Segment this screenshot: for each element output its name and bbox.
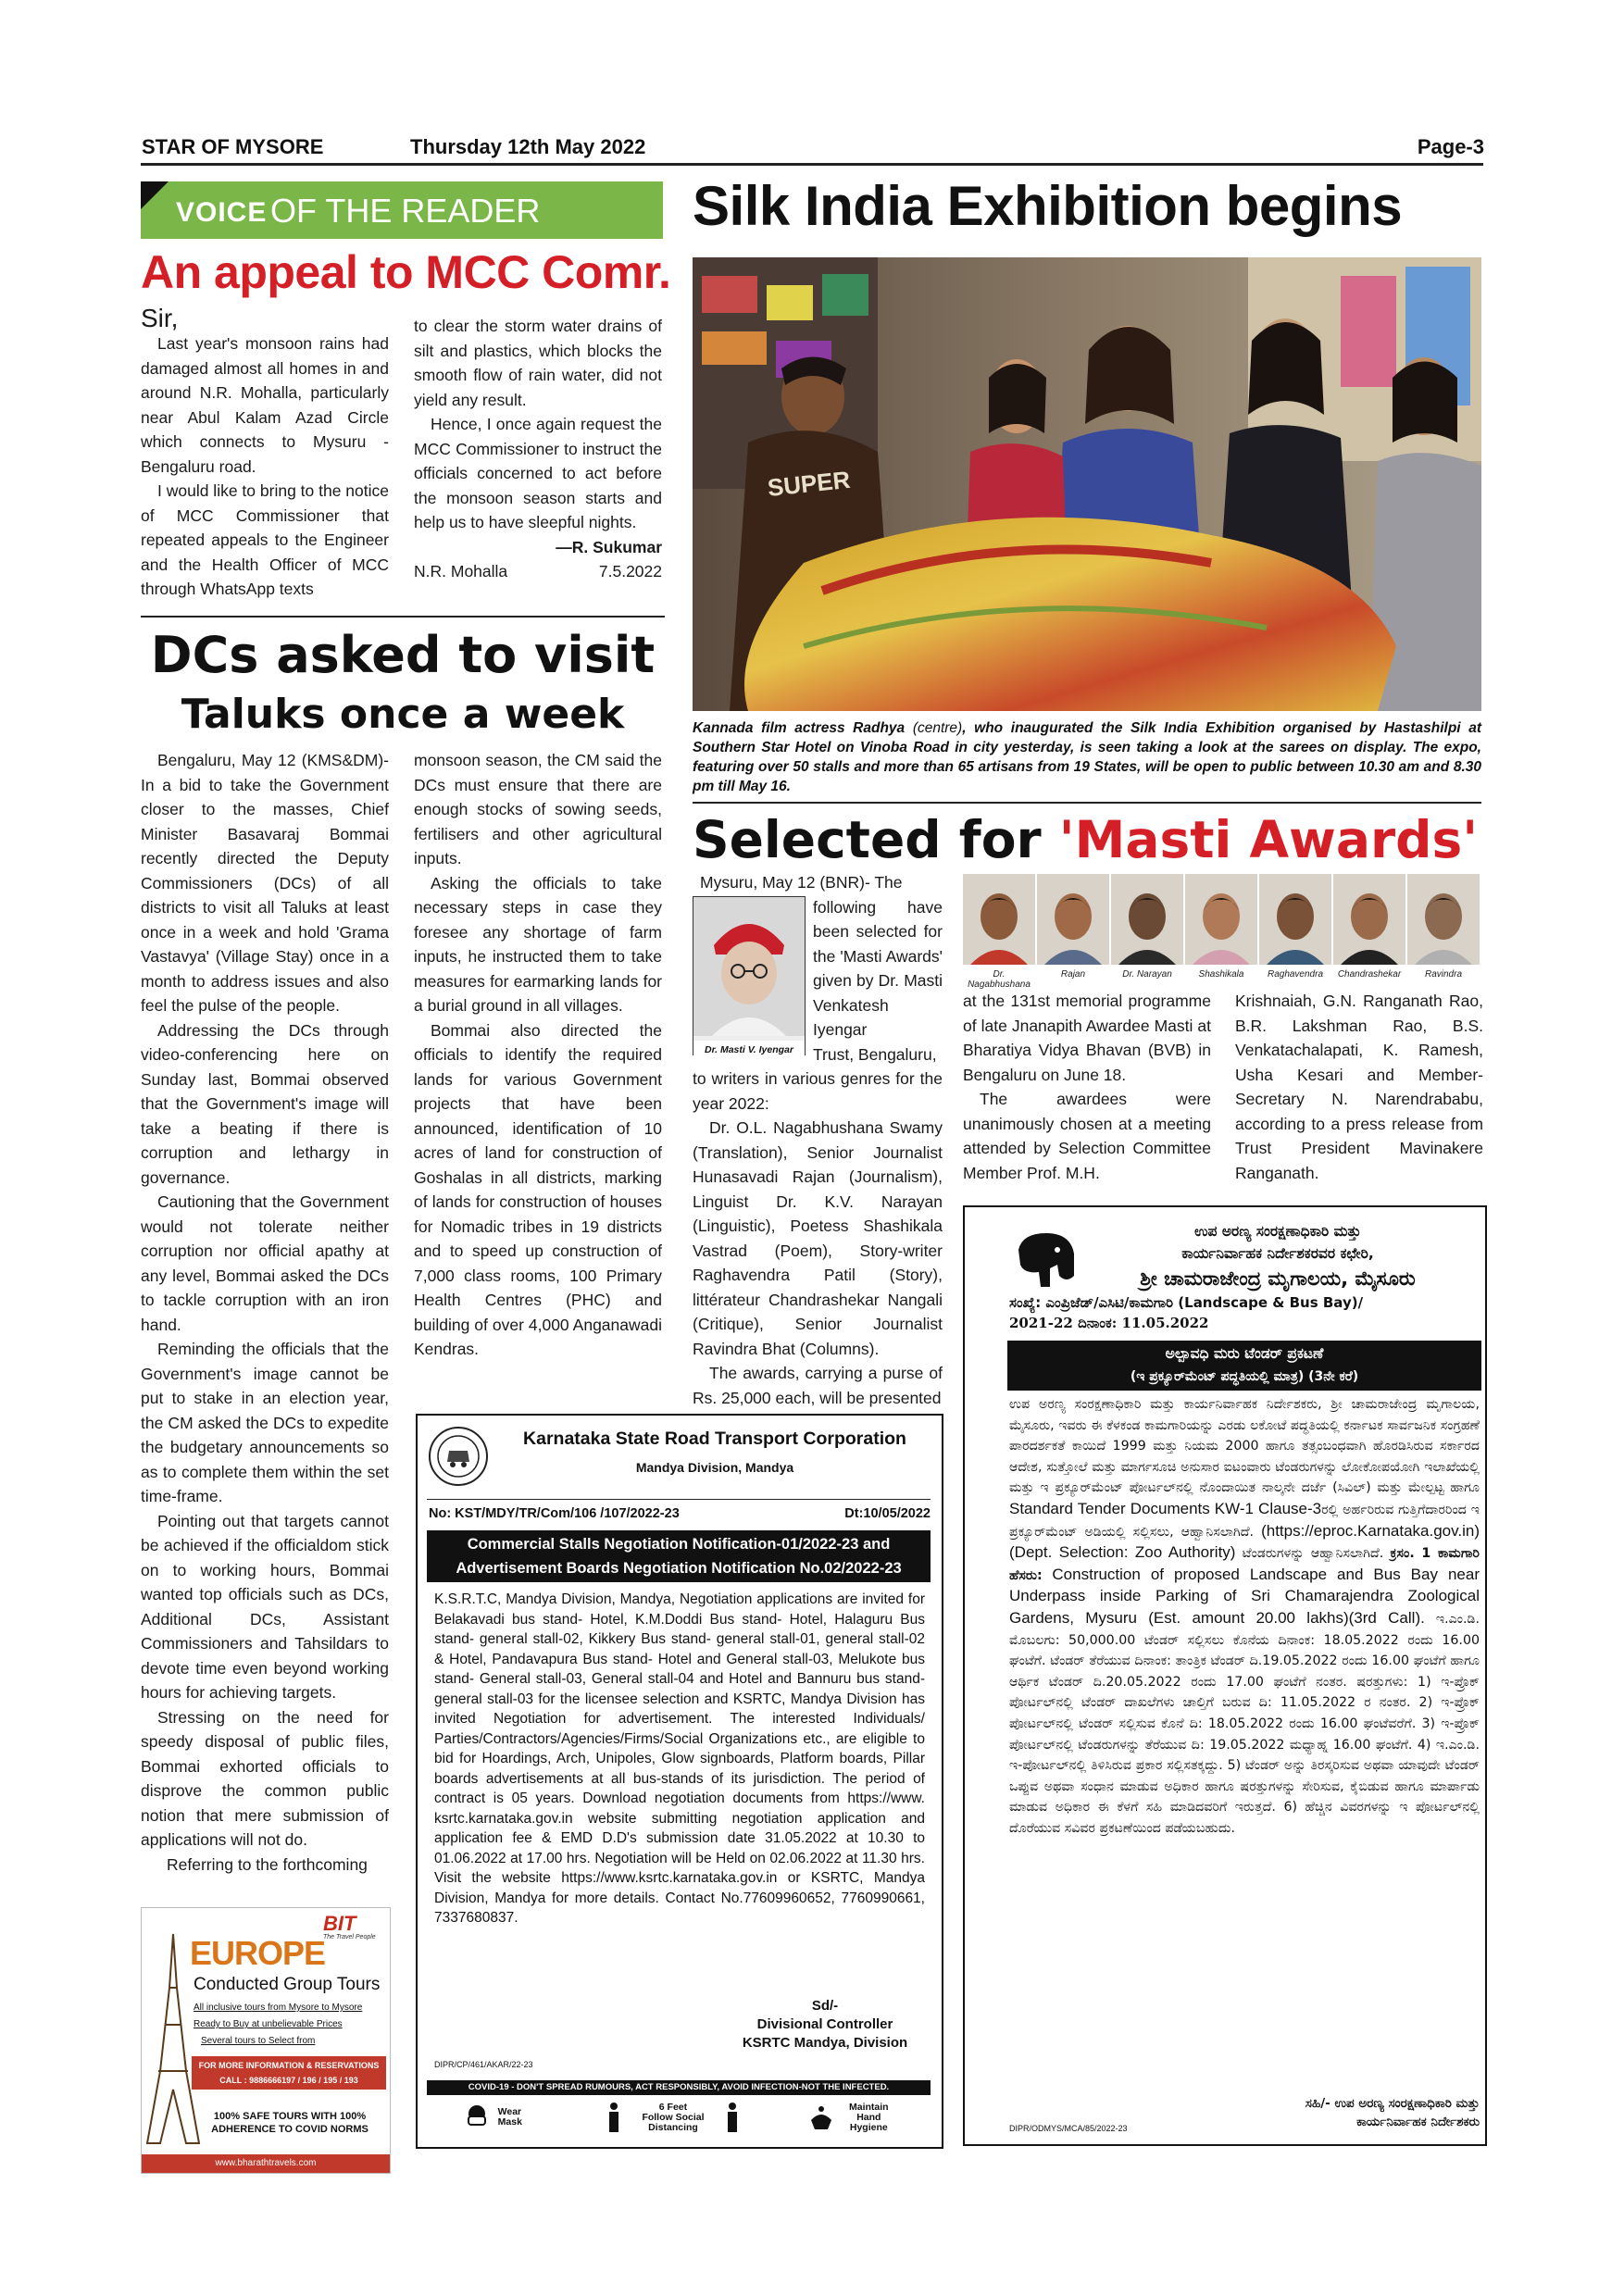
- salutation: Sir,: [141, 304, 179, 332]
- masti-headline-black: Selected for: [693, 810, 1059, 869]
- ksrtc-signature: [723, 1997, 927, 2053]
- awardee-photo: [1333, 874, 1405, 965]
- hygiene-item: [807, 2103, 896, 2133]
- europe-safe-2: ADHERENCE TO COVID NORMS: [211, 2124, 369, 2135]
- ksrtc-sign-2: KSRTC Mandya, Division: [742, 2035, 908, 2051]
- silk-caption: [693, 718, 1481, 796]
- caption-rest: , who inaugurated the Silk India Exhibition organised by Hastashilpi at Southern Star Hotel on Vinoba Road in city yesterday, is seen taking a look at the sarees on display. The expo, featuring over 50 stalls and more than 65 artisans from 19 States, will be open to public between 10.30 am and 8.30 pm till May 16.: [693, 720, 1481, 794]
- silk-headline: Silk India Exhibition begins: [693, 175, 1403, 237]
- paper-name: STAR OF MYSORE: [142, 135, 324, 158]
- caption-name: Kannada film actress Radhya: [693, 720, 913, 736]
- shirt-text: SUPER: [766, 465, 852, 502]
- voice-col-1: [141, 306, 389, 602]
- tender-work-label: ಕ್ರಸಂ. 1 ಕಾಮಗಾರಿ ಹೆಸರು:: [1009, 1546, 1480, 1583]
- banner-corner: [141, 181, 169, 209]
- dcs-para-9: Asking the officials to take necessary steps in case they foresee any shortage of farm inputs, he instructed them to take measures for earmarking lands for a burial ground in all villages.: [414, 873, 662, 1015]
- caption-centre: (centre): [912, 720, 963, 736]
- ksrtc-body: K.S.R.T.C, Mandya Division, Mandya, Negotiation applications are invited for Belakavadi bus stand- Hotel, K.M.Doddi Bus stand- Hotel, Halaguru Bus stand- general stall-02, Kikkery Bus stand- general stall-01, general stall-02 & Hotel, Pandavapura Bus stand- Hotel and General stall-03, Melukote bus stand- General stall-03, General stall-04 and Hotel and Bannuru bus stand- general stall-03 for the licensee selection and KSRTC, Mandya Division has invited Negotiation for advertisement. The interested Individuals/ Parties/Contractors/Agencies/Firms/Social Organizations etc., are eligible to bid for Hoardings, Arch, Unipoles, Glow signboards, Platform boards, Pillar boards advertisements at all bus-stands of its jurisdiction. The period of contract is 05 years. Download negotiation documents from https://www. ksrtc.karnataka.gov.in website submitting negotiation application and application fee & EMD D.D's submission date 31.05.2022 at 10.30 to 01.06.2022 at 17.00 hrs. Negotiation will be Held on 02.06.2022 at 11.30 hrs. Visit the website https://www.ksrtc.karnataka.gov.in or KSRTC, Mandya Division, Mandya for more details. Contact No.77609960652, 7760990661, 7337680837.: [434, 1591, 925, 1926]
- covid-band: COVID-19 - DON'T SPREAD RUMOURS, ACT RESPONSIBLY, AVOID INFECTION-NOT THE INFECTED.: [427, 2080, 931, 2095]
- awardee-thumb: [1407, 874, 1480, 990]
- dcs-headline-2: Taluks once a week: [181, 691, 625, 738]
- awardee-photo: [1407, 874, 1480, 965]
- voice-place: N.R. Mohalla: [414, 562, 508, 580]
- dcs-col-2: [414, 748, 662, 1362]
- ksrtc-org: Karnataka State Road Transport Corporation: [523, 1429, 906, 1449]
- awardee-name: Chandrashekar: [1337, 969, 1402, 980]
- ksrtc-title-1: Commercial Stalls Negotiation Notification-01/2022-23 and: [467, 1536, 891, 1553]
- europe-line-3: Several tours to Select from: [201, 2036, 316, 2046]
- covid-icons: [427, 2099, 931, 2136]
- masti-para-3: The awards, carrying a purse of Rs. 25,000 each, will be presented: [693, 1364, 943, 1407]
- voice-date: 7.5.2022: [598, 562, 662, 580]
- distance-feet: 6 Feet: [658, 2101, 688, 2113]
- awardee-photo: [1185, 874, 1257, 965]
- ksrtc-division: Mandya Division, Mandya: [635, 1460, 794, 1475]
- hand-wash-icon: [807, 2103, 835, 2131]
- tender-body-4: ಇ.ಎಂ.ಡಿ. ಮೊಬಲಗು: 50,000.00 ಟೆಂಡರ್ ಸಲ್ಲಿಸಲು ಕೊನೆಯ ದಿನಾಂಕ: 18.05.2022 ರಂದು 16.00 ಘಂಟೆಗೆ. ಟೆಂಡರ್ ತೆರೆಯುವ ದಿನಾಂಕ: ತಾಂತ್ರಿಕ ಟೆಂಡರ್ ದಿ.19.05.2022 ರಂದು 16.00 ಘಂಟೆಗೆ ಹಾಗೂ ಆರ್ಥಿಕ ಟೆಂಡರ್ ದಿ.20.05.2022 ರಂದು 17.00 ಘಂಟೆಗೆ ನಂತರ.: [1009, 1611, 1480, 1690]
- masti-lead-b: following have been selected for the 'Masti Awards' given by Dr. Masti Venkatesh Iyengar: [813, 897, 943, 1039]
- elephant-logo-icon: [1013, 1228, 1080, 1294]
- europe-url[interactable]: www.bharathtravels.com: [142, 2154, 390, 2173]
- mask-item: [461, 2103, 539, 2131]
- masti-col-3: [1235, 989, 1483, 1185]
- tender-ref-block: [1009, 1292, 1480, 1333]
- silk-photo: [693, 257, 1481, 711]
- tender-h1: ಉಪ ಅರಣ್ಯ ಸಂರಕ್ಷಣಾಧಿಕಾರಿ ಮತ್ತು: [1194, 1223, 1361, 1240]
- tender-office: [1083, 1220, 1472, 1292]
- dcs-para-6: Stressing on the need for speedy disposal of public files, Bommai exhorted officials to disprove the common public notion that mere submission of applications will not do.: [141, 1707, 389, 1849]
- voice-tag: VOICE: [176, 197, 268, 228]
- issue-date: Thursday 12th May 2022: [410, 135, 646, 158]
- awardee-thumb: [1185, 874, 1257, 990]
- ksrtc-title-2: Advertisement Boards Negotiation Notification No.02/2022-23: [456, 1560, 902, 1577]
- dcs-para-8: monsoon season, the CM said the DCs must ensure that there are enough stocks of sowing seeds, fertilisers and other agricultural inputs.: [414, 751, 662, 867]
- tender-body-en-2: (https://eproc.Karnataka.gov.in) (Dept. Selection: Zoo Authority): [1009, 1521, 1480, 1562]
- awardee-photo: [963, 874, 1035, 965]
- tender-work-en: Construction of proposed Landscape and Bus Bay near Underpass inside Parking of Sri Chamarajendra Zoological Gardens, Mysuru (Est. amount 20.00 lakhs)(3rd Call).: [1009, 1565, 1480, 1627]
- silk-rule: [693, 802, 1481, 804]
- silk-photo-scene: [693, 257, 1481, 711]
- ksrtc-dipr: DIPR/CP/461/AKAR/22-23: [434, 2060, 533, 2069]
- tender-body-3: ಟೆಂಡರುಗಳನ್ನು ಆಹ್ವಾನಿಸಲಾಗಿದೆ.: [1242, 1546, 1384, 1562]
- dcs-para-1: Bengaluru, May 12 (KMS&DM)- In a bid to take the Government closer to the masses, Chief Minister Basavaraj Bommai recently directed the Deputy Commissioners (DCs) of all districts to visit all Taluks at least once in a week and hold 'Grama Vastavya' (Village Stay) once in a month to address issues and also feel the pulse of the people.: [141, 751, 389, 1015]
- europe-title: EUROPE: [190, 1934, 326, 1972]
- tender-body-1: ಉಪ ಅರಣ್ಯ ಸಂರಕ್ಷಣಾಧಿಕಾರಿ ಮತ್ತು ಕಾರ್ಯನಿರ್ವಾಹಕ ನಿರ್ದೇಶಕರು, ಶ್ರೀ ಚಾಮರಾಜೇಂದ್ರ ಮೃಗಾಲಯ, ಮೈಸೂರು, ಇವರು ಈ ಕೆಳಕಂಡ ಕಾಮಗಾರಿಯನ್ನು ಎರಡು ಲಕೋಟೆ ಪದ್ಧತಿಯಲ್ಲಿ ಕರ್ನಾಟಕ ಸಾರ್ವಜನಿಕ ಸಂಗ್ರಹಣೆ ಪಾರದರ್ಶಕತೆ ಕಾಯಿದೆ 1999 ಮತ್ತು ನಿಯಮ 2000 ಹಾಗೂ ತತ್ಸಂಬಂಧವಾಗಿ ಹೊರಡಿಸಿರುವ ಸರ್ಕಾರದ ಆದೇಶ, ಸುತ್ತೋಲೆ ಮತ್ತು ಮಾರ್ಗಸೂಚಿ ಅನುಸಾರ ಐಟಂವಾರು ಟೆಂಡರುಗಳನ್ನು ಲೋಕೋಪಯೋಗಿ ಇಲಾಖೆಯಲ್ಲಿ ಮತ್ತು ಇ ಪ್ರಕ್ಯೂರ್‌ಮೆಂಟ್ ಪೋರ್ಟಲ್‌ನಲ್ಲಿ ನೊಂದಾಯಿತ ನಾಲ್ಕನೇ ದರ್ಜೆ (ಸಿವಿಲ್) ಮತ್ತು ಮೇಲ್ಪಟ್ಟ ಹಾಗೂ: [1009, 1397, 1480, 1496]
- europe-safe: [197, 2110, 382, 2136]
- tender-h2: ಕಾರ್ಯನಿರ್ವಾಹಕ ನಿರ್ದೇಶಕರವರ ಕಛೇರಿ,: [1181, 1245, 1374, 1262]
- person-icon: [606, 2102, 621, 2133]
- awardee-thumb: [1111, 874, 1183, 990]
- dcs-para-10: Bommai also directed the officials to identify the required lands for various Government projects that have been announced, identification of 10 acres of land for construction of Goshalas in all districts, marking of lands for construction of houses for Nomadic tribes in 19 districts and to speed up construction of 7,000 class rooms, 100 Primary Health Centres (PHC) and building of over 4,000 Anganawadi Kendras.: [414, 1020, 662, 1358]
- tender-dipr: DIPR/ODMYS/MCA/85/2022-23: [1009, 2124, 1128, 2133]
- masthead-rule: [141, 163, 1483, 166]
- dcs-para-5: Pointing out that targets cannot be achieved if the officialdom stick on to working hours, Bommai wanted top officials such as DCs, Additional DCs, Assistant Commissioners and Tahsildars to devote time even beyond working hours for achieving targets.: [141, 1511, 389, 1702]
- tender-body-en-1: Standard Tender Documents KW-1 Clause-3: [1009, 1499, 1322, 1517]
- ksrtc-ref: No: KST/MDY/TR/Com/106 /107/2022-23: [429, 1506, 680, 1521]
- tender-body-2: ರಲ್ಲಿ ಅರ್ಹರಿರುವ ಗುತ್ತಿಗೆದಾರರಿಂದ ಇ ಪ್ರಕ್ಯೂರ್‌ಮೆಂಟ್ ಅಡಿಯಲ್ಲಿ ಸಲ್ಲಿಸಲು, ಆಹ್ವಾನಿಸಲಾಗಿದೆ.: [1009, 1502, 1480, 1540]
- dcs-para-3: Cautioning that the Government would not tolerate neither corruption nor official apathy at any level, Bommai asked the DCs to tackle corruption with an iron hand.: [141, 1192, 389, 1334]
- distance-text: Follow Social Distancing: [642, 2111, 705, 2133]
- masti-lead-a: Mysuru, May 12 (BNR)- The: [700, 873, 903, 892]
- masti-lead-d: to writers in various genres for the year 2022:: [693, 1069, 943, 1113]
- europe-safe-1: 100% SAFE TOURS WITH 100%: [213, 2111, 367, 2122]
- voice-para-3: Hence, I once again request the MCC Commissioner to instruct the officials concerned to act before the monsoon season starts and help us to have sleepful nights.: [414, 415, 662, 531]
- voice-headline: An appeal to MCC Comr.: [141, 246, 671, 298]
- ksrtc-rule-1: [427, 1499, 931, 1500]
- voice-banner: [141, 181, 663, 239]
- page-number: Page-3: [1417, 135, 1484, 158]
- awardee-thumb: [1037, 874, 1109, 990]
- voice-signature: —R. Sukumar: [556, 537, 662, 556]
- europe-band-1: FOR MORE INFORMATION & RESERVATIONS: [198, 2061, 380, 2070]
- eiffel-tower-icon: [145, 1932, 201, 2145]
- person-icon-2: [725, 2102, 740, 2133]
- masti-para-5: The awardees were unanimously chosen at a meeting attended by Selection Committee Member Prof. M.H.: [963, 1090, 1211, 1182]
- ksrtc-sd: Sd/-: [811, 1998, 839, 2014]
- masti-headline-red: 'Masti Awards': [1058, 810, 1479, 869]
- voice-signoff: [414, 559, 662, 584]
- dcs-col-1: [141, 748, 389, 1877]
- thumb-row: [963, 874, 1485, 990]
- europe-ad[interactable]: [141, 1907, 391, 2174]
- dcs-para-7: Referring to the forthcoming: [167, 1854, 368, 1874]
- tender-ad[interactable]: [963, 1205, 1487, 2146]
- ksrtc-emblem-icon: [427, 1425, 490, 1488]
- voice-para-2b: to clear the storm water drains of silt and plastics, which blocks the smooth flow of rain water, did not yield any result.: [414, 317, 662, 409]
- awardee-name: Ravindra: [1424, 969, 1463, 980]
- awardee-name: Rajan: [1060, 969, 1086, 980]
- awardee-photo: [1111, 874, 1183, 965]
- voice-para-1: Last year's monsoon rains had damaged almost all homes in and around N.R. Mohalla, particularly near Abul Kalam Azad Circle which connects to Mysuru - Bengaluru road.: [141, 334, 389, 476]
- europe-subtitle: Conducted Group Tours: [194, 1975, 381, 1994]
- dcs-para-2: Addressing the DCs through video-conferencing here on Sunday last, Bommai observed that the Government's image will take a beating if there is corruption and lethargy in governance.: [141, 1020, 389, 1187]
- voice-para-2a: I would like to bring to the notice of MCC Commissioner that repeated appeals to the Engineer and the Health Officer of MCC through WhatsApp texts: [141, 481, 390, 598]
- mask-label: Wear Mask: [497, 2106, 522, 2128]
- awardee-name: Dr. Narayan: [1122, 969, 1172, 980]
- tender-body: [1009, 1394, 1480, 1839]
- masti-para-6: Krishnaiah, G.N. Ranganath Rao, B.R. Lakshman Rao, B.S. Venkatachalapati, K. Ramesh, Usha Kesari and Member-Secretary N. Narendrababu, according to a press release from Trust President Mavinakere Ranganath.: [1235, 992, 1483, 1182]
- masti-col-2: [963, 989, 1211, 1185]
- bit-logo: BIT: [323, 1912, 356, 1935]
- masti-para-2: Dr. O.L. Nagabhushana Swamy (Translation), Senior Journalist Hunasavadi Rajan (Journalism), Linguist Dr. K.V. Narayan (Linguistic), Poetess Shashikala Vastrad (Poem), Story-writer Raghavendra Patil (Story), littérateur Chandrashekar Nangali (Critique), Senior Journalist Ravindra Bhat (Columns).: [693, 1118, 943, 1358]
- europe-contact-band: [192, 2056, 386, 2090]
- ksrtc-sign-1: Divisional Controller: [756, 2016, 893, 2032]
- masti-headline: [693, 805, 1485, 874]
- awardee-name: Raghavendra: [1267, 969, 1324, 980]
- awardee-name: Dr. Nagabhushana: [968, 969, 1031, 990]
- tender-ref: ಸಂಖ್ಯೆ: ಎಂಪ್ರಿಜೆಡ್/ಎಸಿಟಿ/ಕಾಮಗಾರಿ (Landscape & Bus Bay)/: [1009, 1294, 1364, 1311]
- masti-lead-c: Trust, Bengaluru,: [813, 1044, 937, 1064]
- awardee-name: Shashikala: [1198, 969, 1244, 980]
- distance-label: [627, 2103, 719, 2133]
- masti-col-1: [693, 870, 943, 1410]
- tender-h3: ಶ್ರೀ ಚಾಮರಾಜೇಂದ್ರ ಮೃಗಾಲಯ, ಮೈಸೂರು: [1140, 1267, 1416, 1290]
- voice-rule: [141, 616, 665, 618]
- ksrtc-ad[interactable]: [416, 1414, 943, 2149]
- awardee-thumbs: [963, 874, 1485, 990]
- awardee-thumb: [1333, 874, 1405, 990]
- bit-sub: The Travel People: [323, 1934, 376, 1940]
- tender-band-2: (ಇ ಪ್ರಕ್ಯೂರ್‌ಮೆಂಟ್ ಪದ್ಧತಿಯಲ್ಲಿ ಮಾತ್ರ) (3ನೇ ಕರೆ): [1130, 1369, 1359, 1384]
- tender-band-1: ಅಲ್ಪಾವಧಿ ಮರು ಟೆಂಡರ್ ಪ್ರಕಟಣೆ: [1165, 1345, 1324, 1362]
- awardee-thumb: [963, 874, 1035, 990]
- europe-band-2: CALL : 9886666197 / 196 / 195 / 193: [219, 2076, 358, 2085]
- distance-item: [606, 2102, 740, 2133]
- awardee-photo: [1037, 874, 1109, 965]
- europe-line-1: All inclusive tours from Mysore to Mysore: [194, 2003, 363, 2013]
- mask-icon: [461, 2103, 493, 2131]
- europe-line-2: Ready to Buy at unbelievable Prices: [194, 2019, 343, 2029]
- tender-sig-1: ಸಹಿ/- ಉಪ ಅರಣ್ಯ ಸಂರಕ್ಷಣಾಧಿಕಾರಿ ಮತ್ತು: [1305, 2096, 1480, 2111]
- ksrtc-title-band: [427, 1530, 931, 1582]
- awardee-photo: [1259, 874, 1331, 965]
- masti-para-4: at the 131st memorial programme of late Jnanapith Awardee Masti at Bharatiya Vidya Bhavan (BVB) in Bengaluru on June 18.: [963, 992, 1211, 1084]
- ksrtc-ref-date: Dt:10/05/2022: [844, 1506, 931, 1521]
- portrait-caption: Dr. Masti V. Iyengar: [693, 1041, 805, 1059]
- tender-body-5: ಷರತ್ತುಗಳು: 1) ಇ-ಪ್ರೊಕ್ ಪೋರ್ಟಲ್‌ನಲ್ಲಿ ಟೆಂಡರ್ ದಾಖಲೆಗಳು ಚಾಲ್ತಿಗೆ ಬರುವ ದಿ: 11.05.2022 ರ ನಂತರ. 2) ಇ-ಪ್ರೊಕ್ ಪೋರ್ಟಲ್‌ನಲ್ಲಿ ಟೆಂಡರ್ ಸಲ್ಲಿಸುವ ಕೊನೆ ದಿ: 18.05.2022 ರಂದು 16.00 ಘಂಟೆವರೆಗೆ. 3) ಇ-ಪ್ರೊಕ್ ಪೋರ್ಟಲ್‌ನಲ್ಲಿ ಟೆಂಡರುಗಳನ್ನು ತೆರೆಯುವ ದಿ: 19.05.2022 ಮಧ್ಯಾಹ್ನ 16.00 ಘಂಟೆಗೆ. 4) ಇ.ಎಂ.ಡಿ. ಇ-ಪೋರ್ಟಲ್‌ನಲ್ಲಿ ತಿಳಿಸಿರುವ ಪ್ರಕಾರ ಸಲ್ಲಿಸತಕ್ಕದ್ದು. 5) ಟೆಂಡರ್ ಅನ್ನು ತಿರಸ್ಕರಿಸುವ ಅಥವಾ ಯಾವುದೇ ಟೆಂಡರ್ ಒಪ್ಪುವ ಅಥವಾ ಸಂಧಾನ ಮಾಡುವ ಅಧಿಕಾರ ಹಾಗೂ ಷರತ್ತುಗಳನ್ನು ಸೇರಿಸುವ, ಕೈಬಿಡುವ ಹಾಗೂ ಮಾರ್ಪಾಡು ಮಾಡುವ ಅಧಿಕಾರ ಈ ಕೆಳಗೆ ಸಹಿ ಮಾಡಿದವರಿಗೆ ಇರುತ್ತದೆ. 6) ಹೆಚ್ಚಿನ ವಿವರಗಳನ್ನು ಇ ಪೋರ್ಟಲ್‌ನಲ್ಲಿ ದೊರೆಯುವ ಸವಿವರ ಪ್ರಕಟಣೆಯಿಂದ ಪಡೆಯಬಹುದು.: [1009, 1674, 1480, 1836]
- hygiene-label: Maintain Hand Hygiene: [849, 2101, 889, 2133]
- tender-band: [1007, 1341, 1481, 1391]
- dcs-headline-1: DCs asked to visit: [150, 626, 656, 684]
- tender-ref-2: 2021-22 ದಿನಾಂಕ: 11.05.2022: [1009, 1315, 1209, 1331]
- dcs-para-4: Reminding the officials that the Government's image cannot be put to stake in an election year, the CM asked the DCs to expedite the budgetary announcements so as to complete them within the set time-frame.: [141, 1340, 389, 1505]
- tender-sig-2: ಕಾರ್ಯನಿರ್ವಾಹಕ ನಿರ್ದೇಶಕರು: [1356, 2115, 1480, 2129]
- voice-col-2: [414, 314, 662, 584]
- voice-tag-rest: OF THE READER: [270, 192, 541, 230]
- awardee-thumb: [1259, 874, 1331, 990]
